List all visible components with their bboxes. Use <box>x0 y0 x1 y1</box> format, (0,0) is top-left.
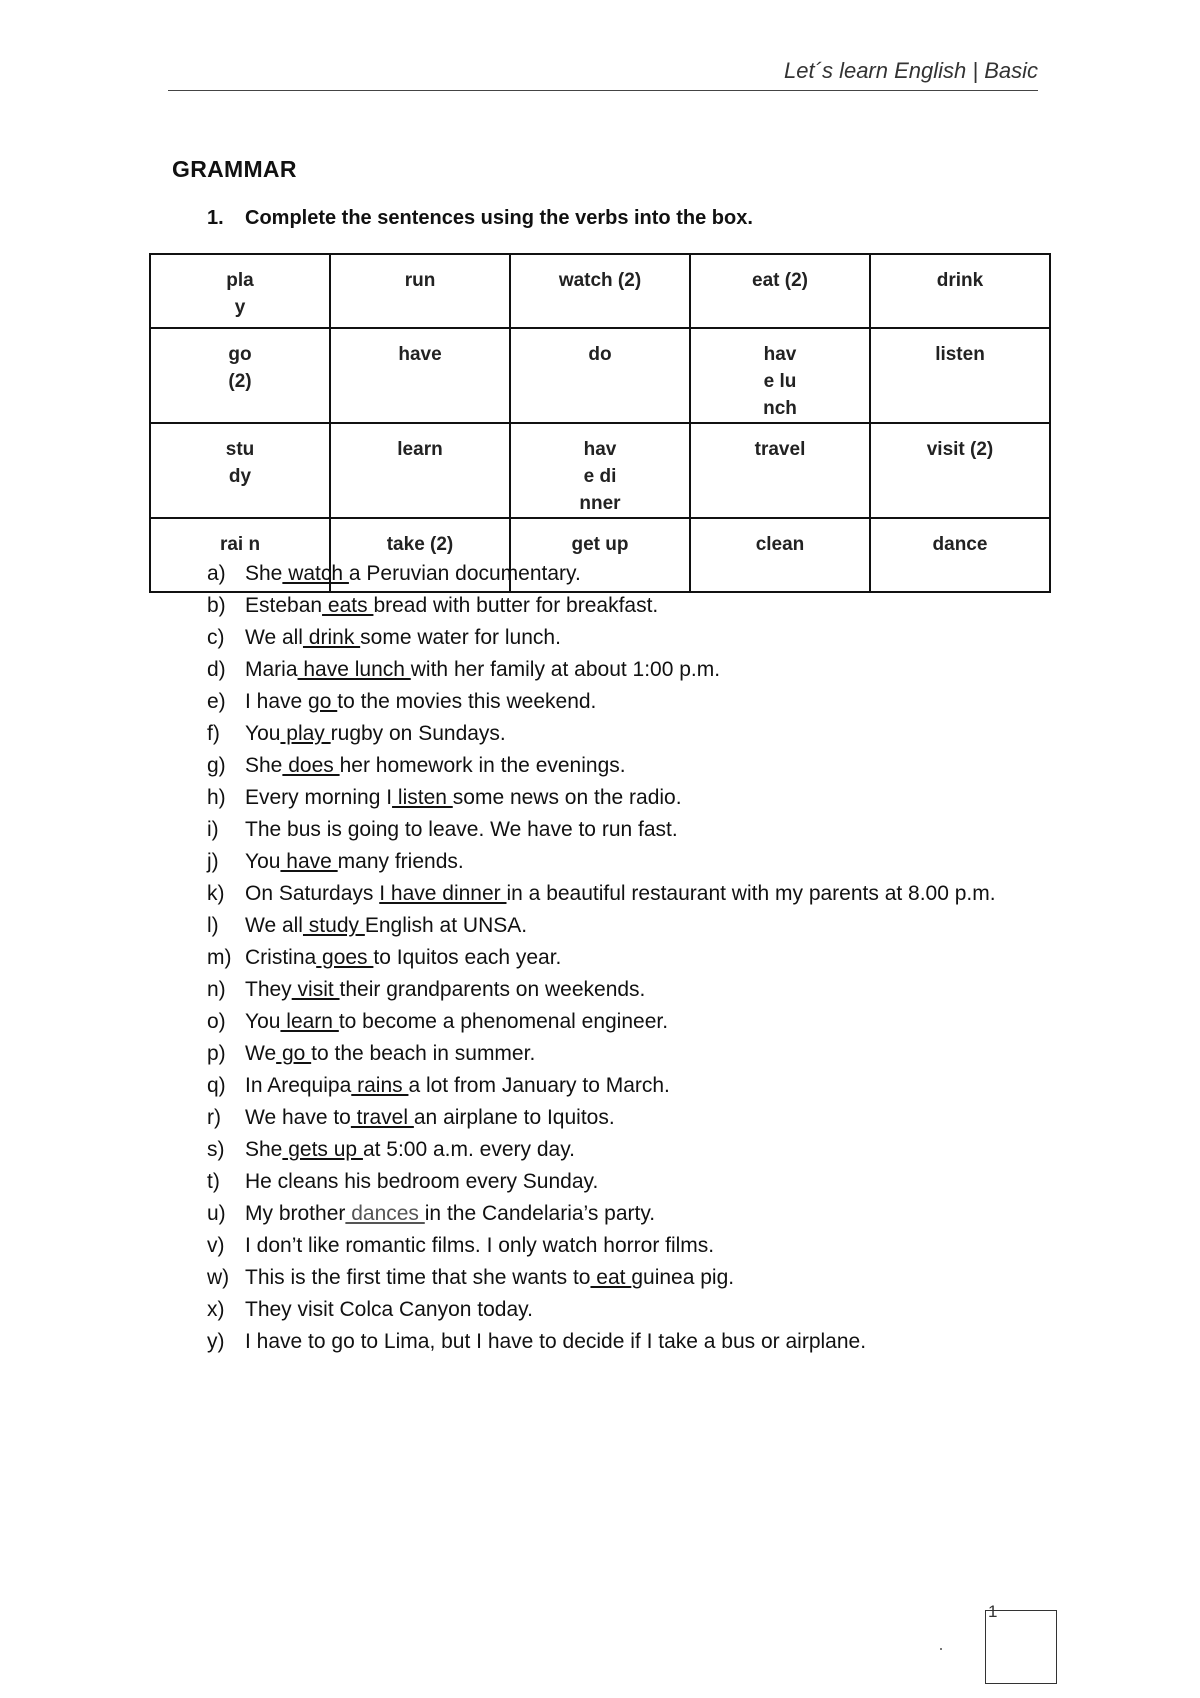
list-item <box>207 1006 1037 1038</box>
list-item <box>207 1198 1037 1230</box>
list-item <box>207 718 1037 750</box>
item-marker: m) <box>207 946 232 969</box>
answer-blank: rains <box>351 1074 409 1097</box>
answer-blank: have lunch <box>297 658 411 681</box>
item-marker: c) <box>207 626 225 649</box>
answer-blank: drink <box>302 626 361 649</box>
sentence-after: bread with butter for breakfast. <box>373 594 659 617</box>
item-marker: o) <box>207 1010 226 1033</box>
verb-cell: go (2) <box>150 328 330 423</box>
answer-blank: dances <box>345 1202 425 1225</box>
list-item <box>207 558 1037 590</box>
list-item <box>207 814 1037 846</box>
answer-blank: go <box>276 1042 312 1065</box>
sentence-text <box>245 622 1037 654</box>
sentence-text <box>245 910 1037 942</box>
answer-blank: eat <box>590 1266 632 1289</box>
list-item <box>207 750 1037 782</box>
verb-cell: get up <box>510 518 690 592</box>
sentence-after: to Iquitos each year. <box>373 946 562 969</box>
sentence-before: She <box>245 1138 283 1161</box>
sentence-before: He cleans his bedroom every Sunday. <box>245 1170 599 1193</box>
sentence-text <box>245 814 1037 846</box>
sentence-after: to become a phenomenal engineer. <box>338 1010 669 1033</box>
item-marker: t) <box>207 1170 220 1193</box>
answer-blank: does <box>282 754 340 777</box>
sentence-after: a Peruvian documentary. <box>348 562 581 585</box>
sentence-text <box>245 590 1037 622</box>
header-divider <box>168 90 1038 91</box>
answer-blank: play <box>280 722 331 745</box>
list-item <box>207 942 1037 974</box>
list-item <box>207 1102 1037 1134</box>
item-marker: e) <box>207 690 226 713</box>
item-marker: j) <box>207 850 219 873</box>
sentence-text <box>245 1006 1037 1038</box>
list-item <box>207 686 1037 718</box>
sentence-before: We all <box>245 914 303 937</box>
sentence-text <box>245 846 1037 878</box>
item-marker: d) <box>207 658 226 681</box>
verb-cell: rai n <box>150 518 330 592</box>
sentence-text <box>245 686 1037 718</box>
verb-cell: learn <box>330 423 510 518</box>
sentence-after: some news on the radio. <box>452 786 682 809</box>
sentence-before: You <box>245 850 281 873</box>
item-marker: b) <box>207 594 226 617</box>
verb-cell: clean <box>690 518 870 592</box>
item-marker: g) <box>207 754 226 777</box>
verb-cell: dance <box>870 518 1050 592</box>
sentence-text <box>245 654 1037 686</box>
answer-blank: watch <box>282 562 349 585</box>
sentence-text <box>245 1166 1037 1198</box>
verb-cell: eat (2) <box>690 254 870 328</box>
list-item <box>207 1326 1037 1358</box>
answer-blank: study <box>302 914 365 937</box>
sentence-text <box>245 1294 1037 1326</box>
sentence-before: I don’t like romantic films. I only watch horror films. <box>245 1234 715 1257</box>
list-item <box>207 1166 1037 1198</box>
verb-cell: stu dy <box>150 423 330 518</box>
sentence-after: in a beautiful restaurant with my parents at 8.00 p.m. <box>506 882 996 905</box>
verb-cell: have dinner <box>510 423 690 518</box>
page-number-box <box>985 1610 1057 1684</box>
sentence-before: You <box>245 722 281 745</box>
verb-cell: watch (2) <box>510 254 690 328</box>
item-marker: k) <box>207 882 225 905</box>
list-item <box>207 654 1037 686</box>
sentence-before: The bus is going to leave. We have to run fast. <box>245 818 678 841</box>
item-marker: r) <box>207 1106 221 1129</box>
sentence-after: many friends. <box>337 850 464 873</box>
sentence-after: some water for lunch. <box>360 626 561 649</box>
item-marker: l) <box>207 914 219 937</box>
sentence-after: at 5:00 a.m. every day. <box>362 1138 575 1161</box>
answer-blank: I have dinner <box>379 882 507 905</box>
sentence-before: She <box>245 754 283 777</box>
list-item <box>207 846 1037 878</box>
list-item <box>207 1070 1037 1102</box>
list-item <box>207 1230 1037 1262</box>
sentence-after: rugby on Sundays. <box>330 722 506 745</box>
item-marker: a) <box>207 562 226 585</box>
exercise-instruction <box>207 207 753 230</box>
sentence-text <box>245 782 1037 814</box>
sentence-after: to the movies this weekend. <box>337 690 597 713</box>
answer-blank: go <box>308 690 338 713</box>
sentence-after: to the beach in summer. <box>311 1042 536 1065</box>
verb-cell: run <box>330 254 510 328</box>
item-marker: p) <box>207 1042 226 1065</box>
sentence-text <box>245 1198 1037 1230</box>
list-item <box>207 910 1037 942</box>
footer-mark <box>940 1648 942 1650</box>
sentence-text <box>245 1038 1037 1070</box>
sentence-before: I have <box>245 690 309 713</box>
sentence-before: My brother <box>245 1202 346 1225</box>
item-marker: u) <box>207 1202 226 1225</box>
sentence-text <box>245 974 1037 1006</box>
sentence-before: Cristina <box>245 946 317 969</box>
verb-cell: pla y <box>150 254 330 328</box>
sentence-text <box>245 558 1037 590</box>
sentence-text <box>245 1230 1037 1262</box>
sentence-text <box>245 1134 1037 1166</box>
sentence-before: They <box>245 978 292 1001</box>
sentence-before: They visit Colca Canyon today. <box>245 1298 533 1321</box>
exercise-number: 1. <box>207 207 224 229</box>
sentence-list <box>207 558 1037 1358</box>
verb-cell: listen <box>870 328 1050 423</box>
answer-blank: travel <box>350 1106 414 1129</box>
answer-blank: goes <box>316 946 374 969</box>
verb-cell: take (2) <box>330 518 510 592</box>
sentence-after: English at UNSA. <box>364 914 528 937</box>
sentence-after: guinea pig. <box>631 1266 735 1289</box>
sentence-text <box>245 878 1037 910</box>
running-header: Let´s learn English | Basic <box>784 58 1038 83</box>
sentence-after: an airplane to Iquitos. <box>413 1106 615 1129</box>
item-marker: w) <box>207 1266 230 1289</box>
item-marker: q) <box>207 1074 226 1097</box>
sentence-before: On Saturdays <box>245 882 380 905</box>
list-item <box>207 782 1037 814</box>
sentence-text <box>245 942 1037 974</box>
answer-blank: eats <box>322 594 374 617</box>
list-item <box>207 974 1037 1006</box>
verb-cell: travel <box>690 423 870 518</box>
item-marker: s) <box>207 1138 225 1161</box>
answer-blank: listen <box>392 786 453 809</box>
sentence-after: in the Candelaria’s party. <box>424 1202 656 1225</box>
item-marker: v) <box>207 1234 225 1257</box>
verb-row <box>150 328 1050 423</box>
sentence-after: her homework in the evenings. <box>339 754 626 777</box>
list-item <box>207 622 1037 654</box>
sentence-before: In Arequipa <box>245 1074 352 1097</box>
exercise-text: Complete the sentences using the verbs into the box. <box>245 207 753 229</box>
sentence-before: We have to <box>245 1106 351 1129</box>
list-item <box>207 1262 1037 1294</box>
verb-cell: visit (2) <box>870 423 1050 518</box>
answer-blank: visit <box>291 978 340 1001</box>
sentence-after: with her family at about 1:00 p.m. <box>410 658 721 681</box>
answer-blank: have <box>280 850 338 873</box>
verb-row <box>150 423 1050 518</box>
item-marker: n) <box>207 978 226 1001</box>
sentence-before: You <box>245 1010 281 1033</box>
list-item <box>207 1294 1037 1326</box>
sentence-before: We <box>245 1042 277 1065</box>
verb-row <box>150 254 1050 328</box>
sentence-before: She <box>245 562 283 585</box>
sentence-before: I have to go to Lima, but I have to decide if I take a bus or airplane. <box>245 1330 867 1353</box>
verb-cell: have lunch <box>690 328 870 423</box>
sentence-before: Esteban <box>245 594 323 617</box>
list-item <box>207 1134 1037 1166</box>
section-title: GRAMMAR <box>172 156 297 182</box>
sentence-after: a lot from January to March. <box>408 1074 670 1097</box>
list-item <box>207 590 1037 622</box>
answer-blank: gets up <box>282 1138 363 1161</box>
list-item <box>207 878 1037 910</box>
sentence-text <box>245 1262 1037 1294</box>
sentence-before: This is the first time that she wants to <box>245 1266 591 1289</box>
sentence-text <box>245 718 1037 750</box>
item-marker: i) <box>207 818 219 841</box>
list-item <box>207 1038 1037 1070</box>
page-number: 1 <box>988 1602 998 1621</box>
item-marker: f) <box>207 722 220 745</box>
item-marker: y) <box>207 1330 225 1353</box>
verb-box-table <box>149 253 1051 593</box>
verb-cell: drink <box>870 254 1050 328</box>
sentence-before: Every morning I <box>245 786 393 809</box>
sentence-text <box>245 1070 1037 1102</box>
item-marker: x) <box>207 1298 225 1321</box>
sentence-before: We all <box>245 626 303 649</box>
sentence-text <box>245 1326 1037 1358</box>
verb-cell: do <box>510 328 690 423</box>
item-marker: h) <box>207 786 226 809</box>
sentence-before: Maria <box>245 658 298 681</box>
sentence-text <box>245 1102 1037 1134</box>
verb-cell: have <box>330 328 510 423</box>
sentence-after: their grandparents on weekends. <box>339 978 646 1001</box>
answer-blank: learn <box>280 1010 339 1033</box>
sentence-text <box>245 750 1037 782</box>
